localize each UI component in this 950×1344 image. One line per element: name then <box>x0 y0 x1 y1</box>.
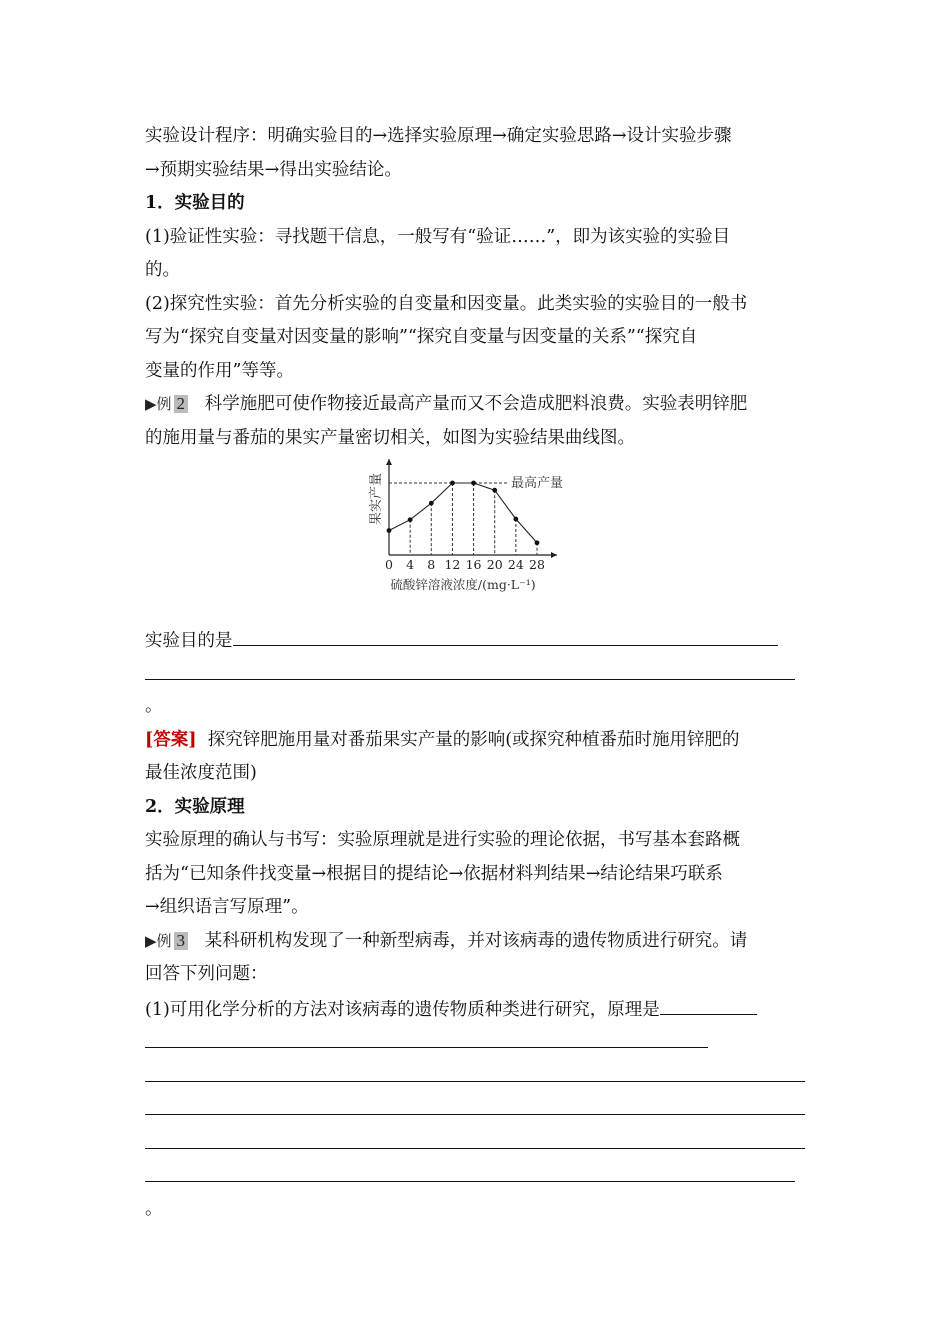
answer-text: 最佳浓度范围) <box>145 763 257 783</box>
answer-tag: [答案] <box>145 729 197 750</box>
paragraph-line: 回答下列问题： <box>145 964 268 984</box>
paragraph-line: 变量的作用”等等。 <box>145 360 294 381</box>
answer-blank[interactable] <box>660 992 757 1015</box>
x-axis-label: 硫酸锌溶液浓度/(mg·L⁻¹) <box>390 577 536 592</box>
answer-blank[interactable] <box>233 623 778 646</box>
example-marker: ▶例 3 <box>145 932 188 950</box>
line-chart <box>145 455 810 623</box>
x-tick-label: 4 <box>406 557 415 572</box>
x-tick-label: 16 <box>465 557 482 572</box>
section-heading: 1．实验目的 <box>145 193 245 213</box>
paragraph-line: 的施用量与番茄的果实产量密切相关，如图为实验结果曲线图。 <box>145 427 635 448</box>
paragraph-line: 写为“探究自变量对因变量的影响”“探究自变量与因变量的关系”“探究自 <box>145 327 698 347</box>
intro-line: 实验设计程序：明确实验目的→选择实验原理→确定实验思路→设计实验步骤 <box>145 126 732 146</box>
data-point <box>429 501 434 506</box>
y-axis-arrow <box>386 459 392 465</box>
data-point <box>492 488 497 493</box>
data-point <box>408 517 413 522</box>
period: 。 <box>145 1198 163 1219</box>
paragraph-line: (1)验证性实验：寻找题干信息，一般写有“验证……”，即为该实验的实验目 <box>145 226 731 247</box>
answer-blank[interactable] <box>145 1159 795 1182</box>
x-tick-label: 24 <box>507 557 524 572</box>
x-tick-label: 12 <box>444 557 461 572</box>
question-line: (1)可用化学分析的方法对该病毒的遗传物质种类进行研究，原理是 <box>145 992 810 1026</box>
answer-blank[interactable] <box>145 1126 805 1149</box>
example-marker: ▶例 2 <box>145 395 188 413</box>
x-tick-label: 20 <box>486 557 503 572</box>
example-3-line: ▶例 3 某科研机构发现了一种新型病毒，并对该病毒的遗传物质进行研究。请 <box>145 930 748 951</box>
x-tick-label: 0 <box>385 557 393 572</box>
answer-blank[interactable] <box>145 1092 805 1115</box>
example-2-line: ▶例 2 科学施肥可使作物接近最高产量而又不会造成肥料浪费。实验表明锌肥 <box>145 394 748 414</box>
paragraph-line: 括为“已知条件找变量→根据目的提结论→依据材料判结果→结论结果巧联系 <box>145 863 723 884</box>
answer-text: 探究锌肥施用量对番茄果实产量的影响(或探究种植番茄时施用锌肥的 <box>207 729 740 750</box>
data-point <box>535 540 540 545</box>
x-tick-label: 8 <box>427 557 436 572</box>
x-tick-label: 28 <box>529 557 545 572</box>
answer-prompt: 实验目的是 <box>145 623 810 657</box>
answer-blank[interactable] <box>145 1059 805 1082</box>
x-axis-arrow <box>551 552 557 558</box>
data-point <box>471 481 476 486</box>
data-point <box>387 528 392 533</box>
paragraph-line: 实验原理的确认与书写：实验原理就是进行实验的理论依据，书写基本套路概 <box>145 830 740 850</box>
data-point <box>513 517 518 522</box>
paragraph-line: (2)探究性实验：首先分析实验的自变量和因变量。此类实验的实验目的一般书 <box>145 293 748 314</box>
paragraph-line: 的。 <box>145 260 180 280</box>
intro-line: →预期实验结果→得出实验结论。 <box>145 159 402 180</box>
paragraph-line: →组织语言写原理”。 <box>145 897 309 917</box>
answer-blank[interactable] <box>145 1025 708 1048</box>
data-point <box>450 481 455 486</box>
max-yield-label: 最高产量 <box>511 476 564 491</box>
section-heading: 2．实验原理 <box>145 796 245 817</box>
period: 。 <box>145 696 163 716</box>
answer-blank[interactable] <box>145 657 795 680</box>
y-axis-label: 果实产量 <box>369 472 384 525</box>
series-line <box>389 483 537 543</box>
